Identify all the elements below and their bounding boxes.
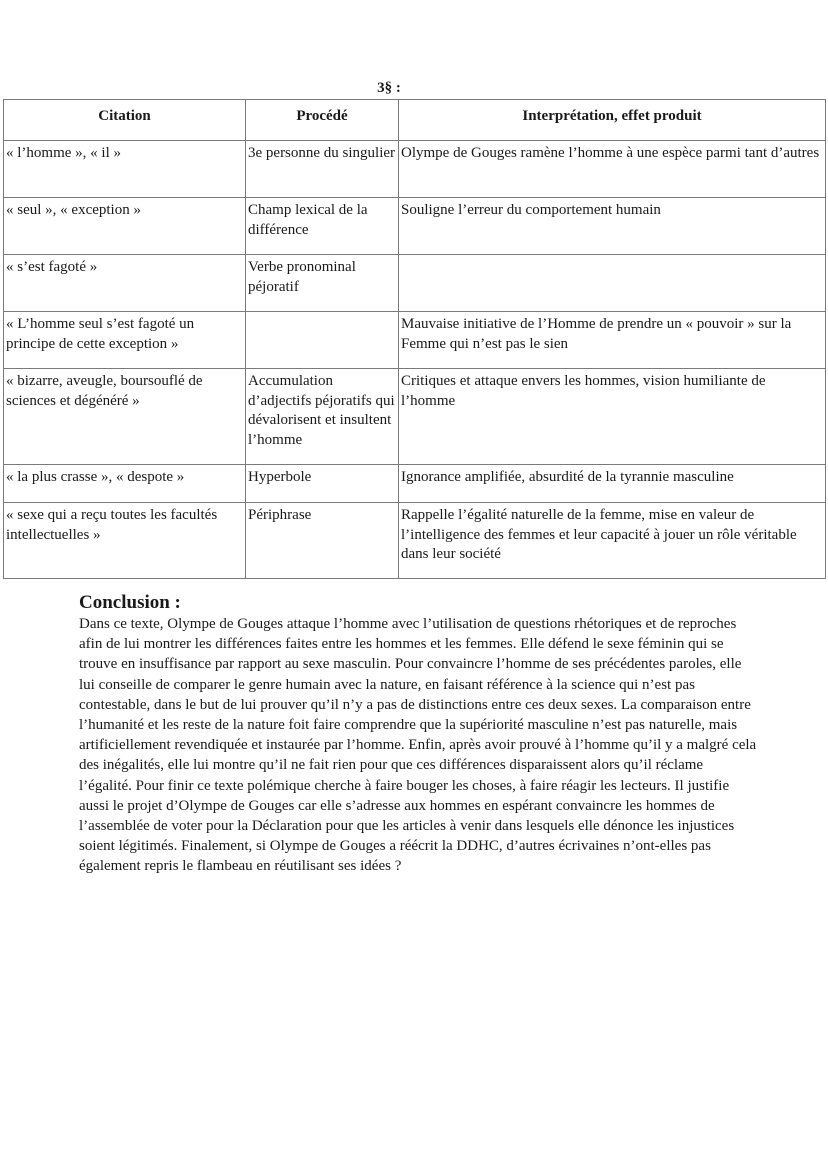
cell-interpretation: Ignorance amplifiée, absurdité de la tyrannie masculine bbox=[399, 465, 826, 503]
table-row bbox=[4, 312, 826, 369]
cell-interpretation: Mauvaise initiative de l’Homme de prendre un « pouvoir » sur la Femme qui n’est pas le sien bbox=[399, 312, 826, 369]
table-row bbox=[4, 141, 826, 198]
cell-interpretation bbox=[399, 255, 826, 312]
table-row bbox=[4, 198, 826, 255]
analysis-table bbox=[3, 99, 826, 579]
cell-procede: Hyperbole bbox=[246, 465, 399, 503]
cell-procede: Périphrase bbox=[246, 503, 399, 579]
cell-interpretation: Rappelle l’égalité naturelle de la femme, mise en valeur de l’intelligence des femmes et leur capacité à jouer un rôle véritable dans leur société bbox=[399, 503, 826, 579]
cell-citation: « sexe qui a reçu toutes les facultés intellectuelles » bbox=[4, 503, 246, 579]
conclusion-heading: Conclusion : bbox=[79, 592, 181, 613]
cell-procede: Accumulation d’adjectifs péjoratifs qui dévalorisent et insultent l’homme bbox=[246, 369, 399, 465]
cell-citation: « la plus crasse », « despote » bbox=[4, 465, 246, 503]
cell-citation: « bizarre, aveugle, boursouflé de sciences et dégénéré » bbox=[4, 369, 246, 465]
cell-citation: « seul », « exception » bbox=[4, 198, 246, 255]
cell-procede: Champ lexical de la différence bbox=[246, 198, 399, 255]
section-title: 3§ : bbox=[377, 80, 401, 96]
conclusion-body: Dans ce texte, Olympe de Gouges attaque l’homme avec l’utilisation de questions rhétoriques et de reproches afin de lui montrer les différences faites entre les hommes et les femmes. Elle défend le sexe féminin qui se trouve en insuffisance par rapport au sexe masculin. Pour convaincre l’homme de ses précédentes paroles, elle lui conseille de comparer le genre humain avec la nature, en faisant référence à la science qui n’est pas contestable, dans le but de lui prouver qu’il n’y a pas de distinctions entre ces deux sexes. La comparaison entre l’humanité et les reste de la nature foit faire comprendre que la supériorité masculine n’est pas naturelle, mais artificiellement revendiquée et instaurée par l’homme. Enfin, après avoir prouvé à l’homme qu’il y a malgré cela des inégalités, elle lui montre qu’il ne fait rien pour que ces différences disparaissent alors qu’il réclame l’égalité. Pour finir ce texte polémique cherche à faire bouger les choses, à faire réagir les lecteurs. Il justifie aussi le projet d’Olympe de Gouges car elle s’adresse aux hommes en espérant convaincre les hommes de l’assemblée de voter pour la Déclaration pour que les articles à venir dans lesquels elle dénonce les injustices soient légitimés. Finalement, si Olympe de Gouges a réécrit la DDHC, d’autres écrivaines n’ont-elles pas également repris le flambeau en réutilisant ses idées ? bbox=[79, 616, 757, 875]
cell-interpretation: Souligne l’erreur du comportement humain bbox=[399, 198, 826, 255]
cell-interpretation: Critiques et attaque envers les hommes, vision humiliante de l’homme bbox=[399, 369, 826, 465]
table-row bbox=[4, 503, 826, 579]
cell-procede: 3e personne du singulier bbox=[246, 141, 399, 198]
cell-citation: « s’est fagoté » bbox=[4, 255, 246, 312]
cell-procede: Verbe pronominal péjoratif bbox=[246, 255, 399, 312]
header-citation: Citation bbox=[4, 100, 246, 141]
cell-citation: « L’homme seul s’est fagoté un principe de cette exception » bbox=[4, 312, 246, 369]
table-header-row bbox=[4, 100, 826, 141]
header-interpretation: Interprétation, effet produit bbox=[399, 100, 826, 141]
table-row bbox=[4, 369, 826, 465]
table-row bbox=[4, 255, 826, 312]
header-procede: Procédé bbox=[246, 100, 399, 141]
cell-interpretation: Olympe de Gouges ramène l’homme à une espèce parmi tant d’autres bbox=[399, 141, 826, 198]
cell-procede bbox=[246, 312, 399, 369]
conclusion-section bbox=[79, 592, 759, 877]
table-row bbox=[4, 465, 826, 503]
cell-citation: « l’homme », « il » bbox=[4, 141, 246, 198]
